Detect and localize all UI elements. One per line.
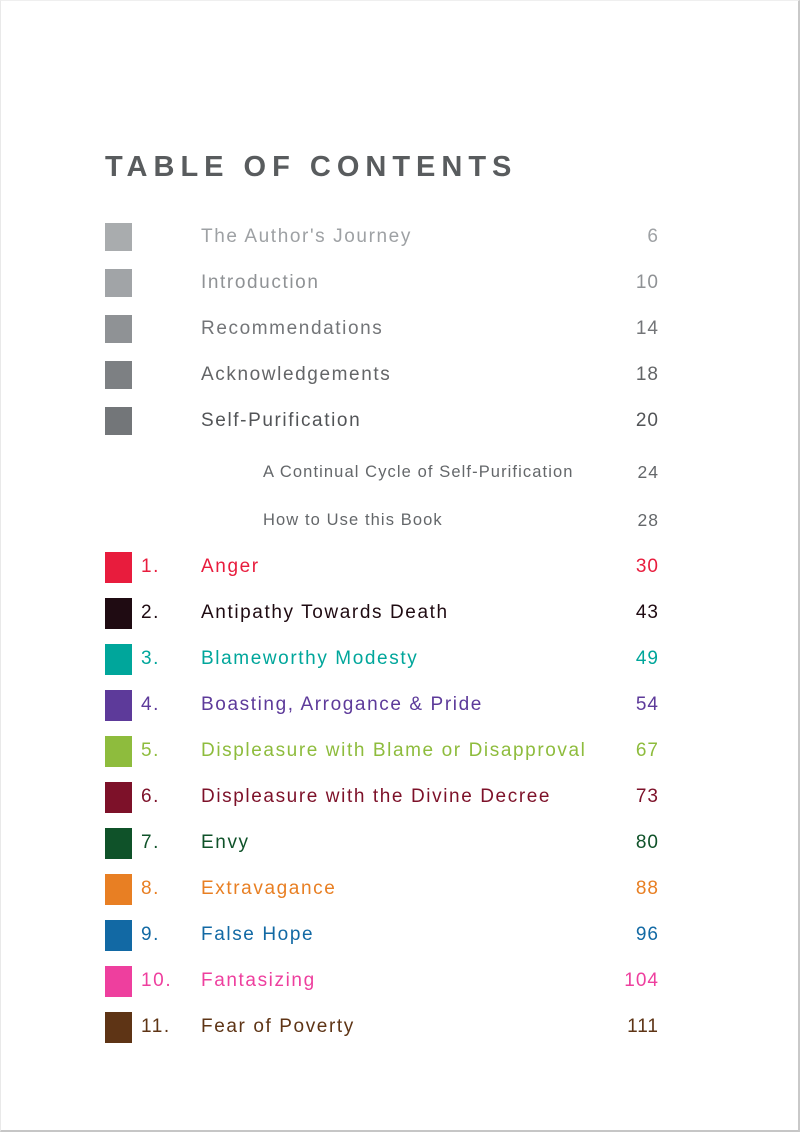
sub-section-row (105, 448, 659, 496)
color-swatch (105, 552, 132, 583)
chapter-row (105, 820, 659, 866)
entry-title: Boasting, Arrogance & Pride (201, 694, 483, 715)
front-matter-row (105, 214, 659, 260)
color-swatch (105, 782, 132, 813)
color-swatch (105, 407, 132, 435)
chapter-number: 5. (141, 740, 161, 761)
color-swatch (105, 690, 132, 721)
color-swatch (105, 1012, 132, 1043)
entry-title: Extravagance (201, 878, 337, 899)
color-swatch (105, 361, 132, 389)
chapter-row (105, 1004, 659, 1050)
color-swatch (105, 874, 132, 905)
entry-title: The Author's Journey (201, 226, 412, 247)
color-swatch (105, 920, 132, 951)
chapter-number: 11. (141, 1016, 171, 1037)
chapter-number: 2. (141, 602, 161, 623)
page-number: 20 (635, 410, 659, 431)
chapter-row (105, 774, 659, 820)
entry-title: Fantasizing (201, 970, 316, 991)
entry-title: False Hope (201, 924, 315, 945)
page-number: 30 (635, 556, 659, 577)
front-matter-row (105, 306, 659, 352)
chapter-row (105, 636, 659, 682)
entry-title: Displeasure with the Divine Decree (201, 786, 552, 807)
front-matter-row (105, 398, 659, 444)
chapter-number: 4. (141, 694, 161, 715)
chapter-number: 9. (141, 924, 161, 945)
color-swatch (105, 736, 132, 767)
page-number: 10 (635, 272, 659, 293)
front-matter-row (105, 260, 659, 306)
front-matter-row (105, 352, 659, 398)
chapter-row (105, 544, 659, 590)
page-number: 80 (635, 832, 659, 853)
chapter-number: 10. (141, 970, 173, 991)
page-number: 49 (635, 648, 659, 669)
chapter-row (105, 958, 659, 1004)
table-of-contents (105, 214, 659, 1050)
page-number: 28 (637, 509, 659, 530)
page-number: 54 (635, 694, 659, 715)
entry-title: Acknowledgements (201, 364, 392, 385)
color-swatch (105, 269, 132, 297)
color-swatch (105, 966, 132, 997)
sub-section-row (105, 496, 659, 544)
chapter-row (105, 728, 659, 774)
chapter-row (105, 912, 659, 958)
page-number: 43 (635, 602, 659, 623)
chapter-number: 1. (141, 556, 161, 577)
entry-title: Antipathy Towards Death (201, 602, 449, 623)
page-number: 88 (635, 878, 659, 899)
entry-title: Anger (201, 556, 260, 577)
page-number: 6 (647, 226, 659, 247)
chapter-row (105, 866, 659, 912)
entry-title: A Continual Cycle of Self-Purification (263, 462, 574, 481)
page-number: 14 (635, 318, 659, 339)
color-swatch (105, 598, 132, 629)
entry-title: Fear of Poverty (201, 1016, 355, 1037)
chapter-row (105, 590, 659, 636)
page-number: 96 (635, 924, 659, 945)
page-number: 111 (627, 1016, 659, 1037)
color-swatch (105, 315, 132, 343)
entry-title: Introduction (201, 272, 320, 293)
chapter-number: 3. (141, 648, 161, 669)
page-number: 18 (635, 364, 659, 385)
entry-title: How to Use this Book (263, 510, 443, 529)
color-swatch (105, 644, 132, 675)
page-number: 73 (635, 786, 659, 807)
chapter-number: 6. (141, 786, 161, 807)
entry-title: Envy (201, 832, 250, 853)
chapter-number: 8. (141, 878, 161, 899)
entry-title: Self-Purification (201, 410, 362, 431)
color-swatch (105, 223, 132, 251)
page-number: 24 (637, 461, 659, 482)
chapter-number: 7. (141, 832, 161, 853)
page-number: 67 (635, 740, 659, 761)
page-title: TABLE OF CONTENTS (105, 151, 518, 183)
entry-title: Recommendations (201, 318, 384, 339)
entry-title: Displeasure with Blame or Disapproval (201, 740, 587, 761)
entry-title: Blameworthy Modesty (201, 648, 419, 669)
color-swatch (105, 828, 132, 859)
chapter-row (105, 682, 659, 728)
page-number: 104 (624, 970, 659, 991)
